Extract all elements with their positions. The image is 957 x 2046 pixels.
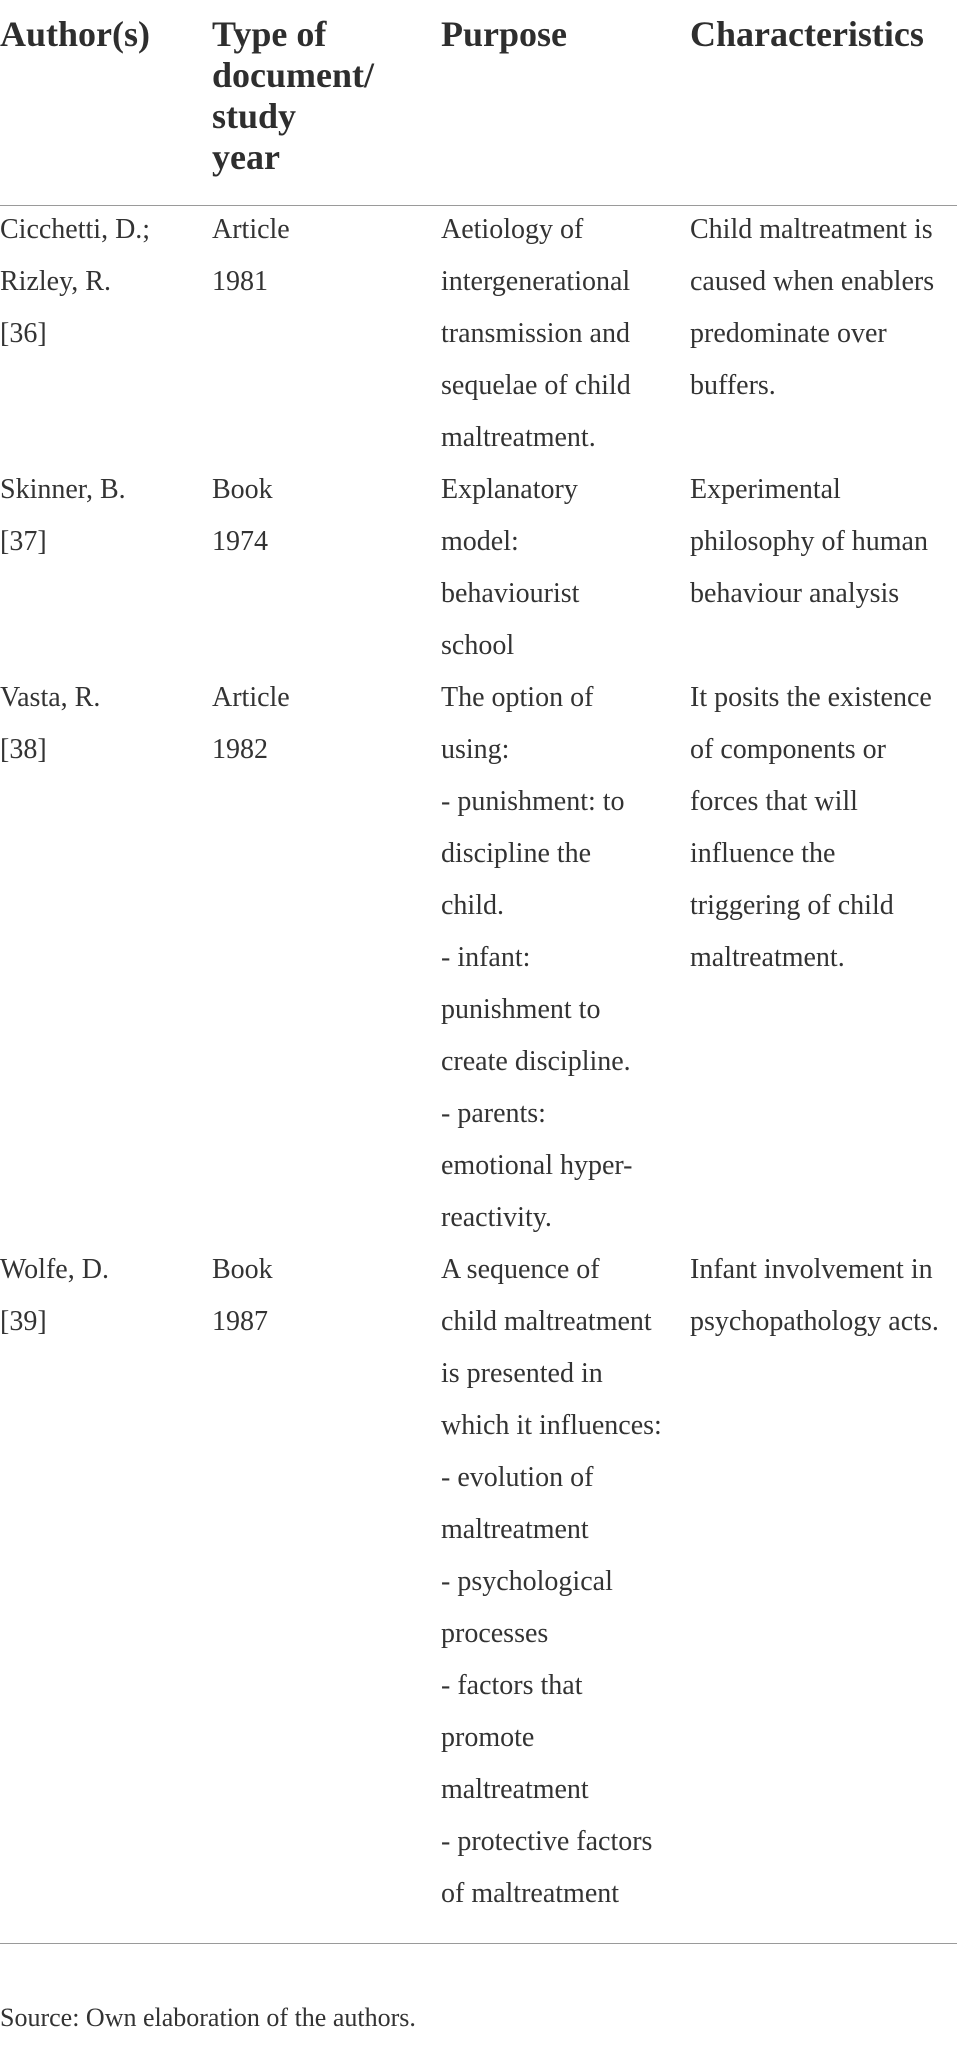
cell-line: triggering of child	[690, 890, 894, 921]
table-row-1-author	[0, 204, 150, 360]
cell-line: - factors that	[441, 1670, 583, 1701]
cell-line: punishment to	[441, 994, 601, 1025]
header-type-line: year	[212, 137, 280, 177]
table-bottom-divider	[0, 1943, 957, 1944]
cell-line: [38]	[0, 734, 47, 765]
cell-line: - evolution of	[441, 1462, 594, 1493]
table-row-1-characteristics	[690, 204, 934, 412]
cell-line: 1981	[212, 266, 268, 297]
cell-line: reactivity.	[441, 1202, 552, 1233]
table-row-3-type	[212, 672, 290, 776]
cell-line: intergenerational	[441, 266, 631, 297]
table-row-3-author	[0, 672, 100, 776]
cell-line: predominate over	[690, 318, 887, 349]
cell-line: behaviour analysis	[690, 578, 900, 609]
cell-line: - infant:	[441, 942, 531, 973]
cell-line: - punishment: to	[441, 786, 625, 817]
header-type-line: study	[212, 96, 297, 136]
cell-line: - parents:	[441, 1098, 546, 1129]
table-row-2-author	[0, 464, 126, 568]
cell-line: of components or	[690, 734, 886, 765]
cell-line: A sequence of	[441, 1254, 600, 1285]
cell-line: Book	[212, 1254, 273, 1285]
cell-line: maltreatment	[441, 1774, 589, 1805]
cell-line: 1974	[212, 526, 268, 557]
cell-line: Explanatory	[441, 474, 578, 505]
table-row-4-characteristics	[690, 1244, 939, 1348]
cell-line: It posits the existence	[690, 682, 932, 713]
table-row-2-characteristics	[690, 464, 928, 620]
cell-line: Skinner, B.	[0, 474, 126, 505]
cell-line: child maltreatment	[441, 1306, 652, 1337]
header-type	[212, 14, 374, 178]
header-characteristics: Characteristics	[690, 14, 924, 54]
table-row-4-purpose	[441, 1244, 662, 1920]
cell-line: psychopathology acts.	[690, 1306, 939, 1337]
cell-line: Experimental	[690, 474, 841, 505]
cell-line: The option of	[441, 682, 594, 713]
table-row-3-characteristics	[690, 672, 932, 984]
cell-line: emotional hyper-	[441, 1150, 633, 1181]
cell-line: maltreatment.	[690, 942, 845, 973]
cell-line: Book	[212, 474, 273, 505]
cell-line: Article	[212, 682, 290, 713]
table-row-4-type	[212, 1244, 273, 1348]
cell-line: using:	[441, 734, 510, 765]
cell-line: maltreatment.	[441, 422, 596, 453]
cell-line: - psychological	[441, 1566, 613, 1597]
cell-line: of maltreatment	[441, 1878, 620, 1909]
cell-line: - protective factors	[441, 1826, 653, 1857]
cell-line: sequelae of child	[441, 370, 631, 401]
cell-line: create discipline.	[441, 1046, 631, 1077]
cell-line: 1982	[212, 734, 268, 765]
table-row-3-purpose	[441, 672, 633, 1244]
cell-line: which it influences:	[441, 1410, 662, 1441]
cell-line: caused when enablers	[690, 266, 935, 297]
cell-line: influence the	[690, 838, 836, 869]
cell-line: maltreatment	[441, 1514, 589, 1545]
cell-line: forces that will	[690, 786, 858, 817]
cell-line: buffers.	[690, 370, 776, 401]
cell-line: processes	[441, 1618, 549, 1649]
cell-line: behaviourist	[441, 578, 580, 609]
cell-line: [37]	[0, 526, 47, 557]
cell-line: Child maltreatment is	[690, 214, 933, 245]
header-type-line: document/	[212, 55, 374, 95]
table-row-1-purpose	[441, 204, 631, 464]
cell-line: model:	[441, 526, 519, 557]
table-row-4-author	[0, 1244, 109, 1348]
cell-line: child.	[441, 890, 504, 921]
cell-line: philosophy of human	[690, 526, 928, 557]
cell-line: [39]	[0, 1306, 47, 1337]
header-purpose: Purpose	[441, 14, 567, 54]
cell-line: [36]	[0, 318, 47, 349]
source-note: Source: Own elaboration of the authors.	[0, 2003, 416, 2032]
cell-line: discipline the	[441, 838, 592, 869]
cell-line: Infant involvement in	[690, 1254, 933, 1285]
cell-line: transmission and	[441, 318, 630, 349]
table-row-2-type	[212, 464, 273, 568]
header-author: Author(s)	[0, 14, 150, 54]
cell-line: Rizley, R.	[0, 266, 111, 297]
cell-line: Cicchetti, D.;	[0, 214, 151, 245]
cell-line: is presented in	[441, 1358, 603, 1389]
cell-line: Aetiology of	[441, 214, 584, 245]
table-row-2-purpose	[441, 464, 579, 672]
cell-line: school	[441, 630, 515, 661]
cell-line: Article	[212, 214, 290, 245]
header-type-line: Type of	[212, 14, 327, 54]
table-row-1-type	[212, 204, 290, 308]
cell-line: Vasta, R.	[0, 682, 101, 713]
cell-line: 1987	[212, 1306, 268, 1337]
cell-line: promote	[441, 1722, 535, 1753]
cell-line: Wolfe, D.	[0, 1254, 109, 1285]
